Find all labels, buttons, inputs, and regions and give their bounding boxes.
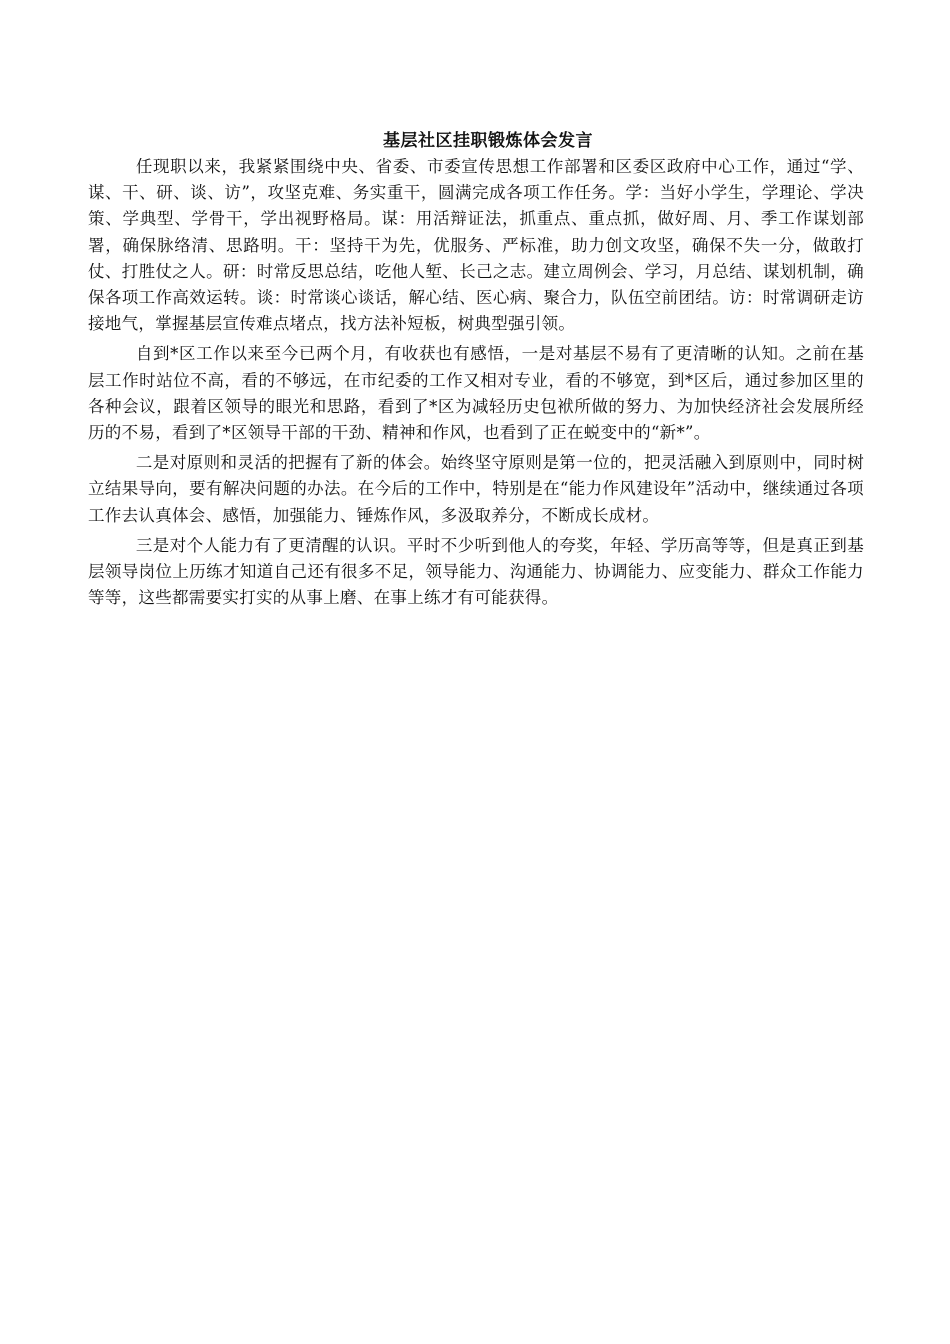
paragraph-intro: 任现职以来，我紧紧围绕中央、省委、市委宣传思想工作部署和区委区政府中心工作，通过“学、谋、干、研、谈、访”，攻坚克难、务实重干，圆满完成各项工作任务。学：当好小学生，学理论、学决策、学典型、学骨干，学出视野格局。谋：用活辩证法，抓重点、重点抓，做好周、月、季工作谋划部署，确保脉络清、思路明。干：坚持干为先，优服务、严标准，助力创文攻坚，确保不失一分，做敢打仗、打胜仗之人。研：时常反思总结，吃他人堑、长己之志。建立周例会、学习，月总结、谋划机制，确保各项工作高效运转。谈：时常谈心谈话，解心结、医心病、聚合力，队伍空前团结。访：时常调研走访接地气，掌握基层宣传难点堵点，找方法补短板，树典型强引领。 [88, 157, 864, 334]
paragraph-third-insight: 三是对个人能力有了更清醒的认识。平时不少听到他人的夸奖，年轻、学历高等等，但是真正到基层领导岗位上历练才知道自己还有很多不足，领导能力、沟通能力、协调能力、应变能力、群众工作能力等等，这些都需要实打实的从事上磨、在事上练才有可能获得。 [88, 535, 864, 608]
document-body [88, 128, 864, 615]
document-title: 基层社区挂职锻炼体会发言 [383, 131, 593, 151]
paragraph-first-insight: 自到*区工作以来至今已两个月，有收获也有感悟，一是对基层不易有了更清晰的认知。之前在基层工作时站位不高，看的不够远，在市纪委的工作又相对专业，看的不够宽，到*区后，通过参加区里的各种会议，跟着区领导的眼光和思路，看到了*区为减轻历史包袱所做的努力、为加快经济社会发展所经历的不易，看到了*区领导干部的干劲、精神和作风，也看到了正在蜕变中的“新*”。 [88, 344, 864, 443]
paragraph-second-insight: 二是对原则和灵活的把握有了新的体会。始终坚守原则是第一位的，把灵活融入到原则中，同时树立结果导向，要有解决问题的办法。在今后的工作中，特别是在“能力作风建设年”活动中，继续通过各项工作去认真体会、感悟，加强能力、锤炼作风，多汲取养分，不断成长成材。 [88, 453, 864, 525]
